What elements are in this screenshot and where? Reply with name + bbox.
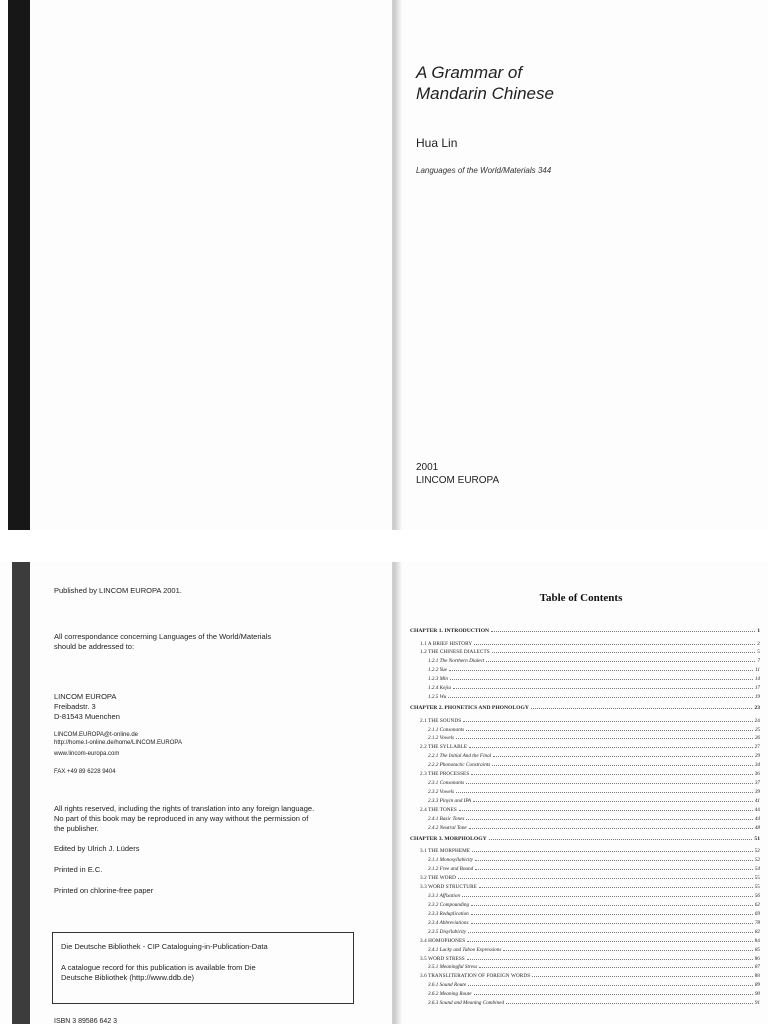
toc-entry-label: 3.3.5 Disyllabicity [428,928,467,935]
toc-entry [410,649,760,658]
toc-leader-dots [466,819,752,820]
toc-entry [410,982,760,991]
toc-entry [410,964,760,973]
toc-entry-page: 55 [754,884,760,890]
address-street: Freibadstr. 3 [54,702,96,711]
author-name: Hua Lin [416,136,458,150]
toc-leader-dots [474,644,755,645]
toc-entry-label: 3.6.1 Sound Route [428,982,467,989]
toc-entry-page: 26 [754,735,760,742]
toc-page [394,562,768,1024]
toc-leader-dots [467,959,753,960]
toc-leader-dots [453,688,753,689]
address-name: LINCOM EUROPA [54,692,117,701]
toc-leader-dots [471,914,753,915]
toc-leader-dots [469,828,753,829]
toc-entry-page: 19 [754,694,760,701]
toc-entry-page: 34 [754,762,760,769]
copyright-page [0,562,394,1024]
toc-entry-page: 11 [755,667,760,674]
toc-leader-dots [472,851,753,852]
book-title [416,62,554,104]
toc-leader-dots [493,756,753,757]
toc-entry-label: CHAPTER 2. PHONETICS AND PHONOLOGY [410,705,529,712]
toc-leader-dots [450,679,753,680]
toc-leader-dots [448,697,753,698]
toc-entry [410,991,760,1000]
toc-entry-label: 1.2.3 Min [428,676,449,683]
toc-entry-label: 2.3 THE PROCESSES [420,771,470,778]
toc-entry-page: 2 [757,640,760,647]
toc-entry-page: 17 [754,685,760,692]
toc-entry-label: 1.2.2 Yue [428,667,447,674]
toc-leader-dots [475,869,753,870]
toc-entry-page: 86 [754,955,760,962]
toc-entry-page: 78 [754,919,760,926]
toc-leader-dots [456,792,753,793]
toc-leader-dots [466,783,753,784]
toc-entry-label: CHAPTER 1. INTRODUCTION [410,628,490,634]
toc-entry-label: 3.6 TRANSLITERATION OF FOREIGN WORDS [420,973,531,980]
toc-entry [410,807,760,816]
toc-entry [410,929,760,938]
toc-entry [410,718,760,727]
toc-leader-dots [463,721,752,722]
toc-entry-page: 27 [754,744,760,751]
toc-leader-dots [479,967,753,968]
toc-entry-page: 62 [754,901,760,908]
fax-number: FAX +49 89 6228 9404 [54,769,116,775]
correspondence-line-2: should be addressed to: [54,642,135,651]
toc-entry [410,789,760,798]
toc-entry-label: 2.2.1 The Initial And the Final [428,753,492,760]
toc-entry-page: 41 [754,798,760,804]
toc-leader-dots [468,932,753,933]
toc-entry [410,848,760,857]
toc-entry-page: 7 [757,658,760,665]
toc-leader-dots [449,670,753,671]
toc-entry-page: 90 [754,991,760,998]
toc-entry [410,893,760,902]
toc-entry-label: 1.2.5 Wu [428,694,447,701]
toc-entry-page: 14 [754,676,760,683]
toc-entry [410,735,760,744]
toc-entry [410,938,760,947]
series-name: Languages of the World/Materials 344 [416,166,552,175]
toc-entry-label: 3.2 THE WORD [420,875,457,882]
toc-entry [410,762,760,771]
title-page [394,0,768,530]
toc-leader-dots [468,985,753,986]
cip-line-2: Deutsche Bibliothek (http://www.ddb.de) [61,973,194,982]
toc-entry [410,727,760,736]
title-line-2: Mandarin Chinese [416,84,554,103]
toc-leader-dots [471,923,753,924]
toc-entry-page: 24 [754,717,760,724]
toc-entry [410,816,760,825]
toc-entry [410,857,760,866]
toc-list [410,626,760,1009]
toc-entry [410,685,760,694]
publisher-name: LINCOM EUROPA [416,475,500,486]
toc-entry [410,798,760,807]
toc-leader-dots [462,896,753,897]
toc-entry-label: 3.1.2 Free and Bound [428,866,474,873]
toc-entry [410,911,760,920]
toc-leader-dots [473,801,753,802]
toc-leader-dots [467,941,752,942]
toc-leader-dots [471,905,753,906]
title-line-1: A Grammar of [416,63,523,82]
toc-entry-label: 3.3 WORD STRUCTURE [420,884,477,890]
toc-entry-label: 2.3.3 Pinyin and IPA [428,798,471,804]
toc-entry [410,866,760,875]
toc-chapter-entry [410,834,760,849]
homepage-url: http://home.t-online.de/home/LINCOM.EUROPA [54,740,182,746]
toc-entry [410,1000,760,1009]
toc-entry-page: 56 [754,892,760,899]
toc-entry-page: 54 [754,866,760,873]
toc-entry-label: 3.1.1 Monosyllabicity [428,857,474,864]
toc-entry-label: CHAPTER 3. MORPHOLOGY [410,835,487,842]
cip-data-box [52,932,354,1004]
toc-entry [410,875,760,884]
toc-entry [410,973,760,982]
toc-entry [410,694,760,703]
isbn: ISBN 3 89586 642 3 [54,1018,118,1025]
toc-entry [410,884,760,893]
toc-entry [410,753,760,762]
toc-entry-label: 1.2.4 Kejia [428,685,451,692]
toc-entry-page: 39 [754,789,760,796]
toc-leader-dots [479,887,753,888]
toc-entry [410,780,760,789]
toc-entry [410,744,760,753]
toc-entry-page: 82 [754,928,760,935]
address-city: D-81543 Muenchen [54,712,120,721]
toc-entry-label: 2.2.2 Phonotactic Constraints [428,762,491,769]
toc-leader-dots [474,994,753,995]
toc-entry [410,641,760,650]
toc-entry-label: 3.4 HOMOPHONES [420,937,466,944]
contents-spread [0,562,768,1024]
toc-entry-page: 85 [754,946,760,953]
blank-left-page [0,0,394,530]
toc-leader-dots [532,976,752,977]
toc-leader-dots [466,730,753,731]
toc-entry [410,825,760,834]
toc-leader-dots [486,661,755,662]
toc-entry-label: 2.4.1 Basic Tones [428,815,465,822]
toc-entry-page: 23 [754,705,760,712]
toc-entry [410,947,760,956]
toc-entry-page: 29 [754,753,760,760]
toc-entry-label: 1.2 THE CHINESE DIALECTS [420,649,490,656]
toc-entry-page: 25 [754,726,760,733]
toc-entry-page: 51 [754,835,760,842]
toc-leader-dots [458,878,753,879]
rights-line-2: No part of this book may be reproduced in any way without the permission of [54,814,309,823]
toc-entry-label: 2.3.1 Consonants [428,780,465,787]
toc-leader-dots [469,747,752,748]
toc-entry-label: 3.5 WORD STRESS [420,955,465,962]
toc-leader-dots [503,950,752,951]
toc-leader-dots [491,631,755,632]
toc-leader-dots [492,765,753,766]
toc-entry-page: 44 [754,815,760,822]
toc-entry [410,658,760,667]
toc-entry-label: 3.3.4 Abbreviations [428,919,469,926]
toc-entry [410,676,760,685]
toc-entry-page: 52 [754,848,760,855]
toc-leader-dots [459,810,753,811]
toc-entry-page: 88 [754,973,760,980]
toc-entry-page: 87 [754,964,760,971]
toc-entry-page: 36 [754,771,760,778]
toc-entry-label: 3.4.1 Lucky and Taboo Expressions [428,946,502,953]
toc-leader-dots [492,652,756,653]
published-by: Published by LINCOM EUROPA 2001. [54,586,182,595]
toc-leader-dots [489,839,753,840]
toc-entry-label: 2.1 THE SOUNDS [420,717,462,724]
toc-entry-page: 69 [754,910,760,917]
toc-entry-label: 2.1.1 Consonants [428,726,465,733]
toc-entry-label: 2.1.2 Vowels [428,735,455,742]
edited-by: Edited by Ulrich J. Lüders [54,844,140,853]
toc-entry-page: 89 [754,982,760,989]
toc-entry-label: 3.1 THE MORPHEME [420,848,471,855]
toc-entry-page: 91 [754,1000,760,1007]
toc-chapter-entry [410,626,760,641]
rights-line-1: All rights reserved, including the rights of translation into any foreign language. [54,804,315,813]
toc-entry-page: 55 [754,875,760,882]
toc-entry-page: 48 [754,824,760,831]
correspondence-line-1: All correspondance concerning Languages of the World/Materials [54,632,272,641]
toc-entry-label: 2.4 THE TONES [420,806,457,813]
toc-entry-page: 84 [754,937,760,944]
paper-note: Printed on chlorine-free paper [54,886,154,895]
rights-line-3: the publisher. [54,824,99,833]
toc-entry-label: 1.2.1 The Northern Dialect [428,658,485,665]
toc-entry-page: 1 [757,628,760,634]
toc-leader-dots [475,860,753,861]
toc-entry-label: 3.6.2 Meaning Route [428,991,472,998]
toc-entry [410,771,760,780]
toc-entry-label: 3.5.1 Meaningful Stress [428,964,478,971]
toc-leader-dots [506,1003,753,1004]
publication-year: 2001 [416,462,439,473]
binding-edge [12,562,30,1024]
printed-in: Printed in E.C. [54,865,103,874]
cip-title: Die Deutsche Bibliothek - CIP Cataloguing-in-Publication-Data [61,942,268,951]
toc-entry [410,902,760,911]
toc-entry-label: 3.3.2 Compounding [428,901,470,908]
toc-entry-page: 52 [754,857,760,864]
toc-chapter-entry [410,703,760,718]
toc-entry [410,667,760,676]
email-address: LINCOM.EUROPA@t-online.de [54,732,139,738]
toc-entry [410,920,760,929]
website-url: www.lincom-europa.com [54,751,120,757]
toc-entry-label: 3.3.1 Affixation [428,892,461,899]
toc-entry-page: 44 [754,806,760,813]
toc-entry-page: 5 [757,649,760,656]
toc-title: Table of Contents [539,592,623,604]
toc-leader-dots [531,708,753,709]
toc-leader-dots [471,774,752,775]
toc-entry-label: 2.4.2 Neutral Tone [428,824,467,831]
binding-edge [8,0,30,530]
toc-entry-label: 2.3.2 Vowels [428,789,455,796]
toc-entry-label: 3.6.3 Sound and Meaning Combined [428,1000,505,1007]
toc-leader-dots [456,738,753,739]
toc-entry-label: 3.3.3 Reduplication [428,910,469,917]
toc-entry-label: 2.2 THE SYLLABLE [420,744,468,751]
toc-entry-page: 37 [754,780,760,787]
toc-entry-label: 1.1 A BRIEF HISTORY [420,640,473,647]
cip-line-1: A catalogue record for this publication is available from Die [61,963,256,972]
